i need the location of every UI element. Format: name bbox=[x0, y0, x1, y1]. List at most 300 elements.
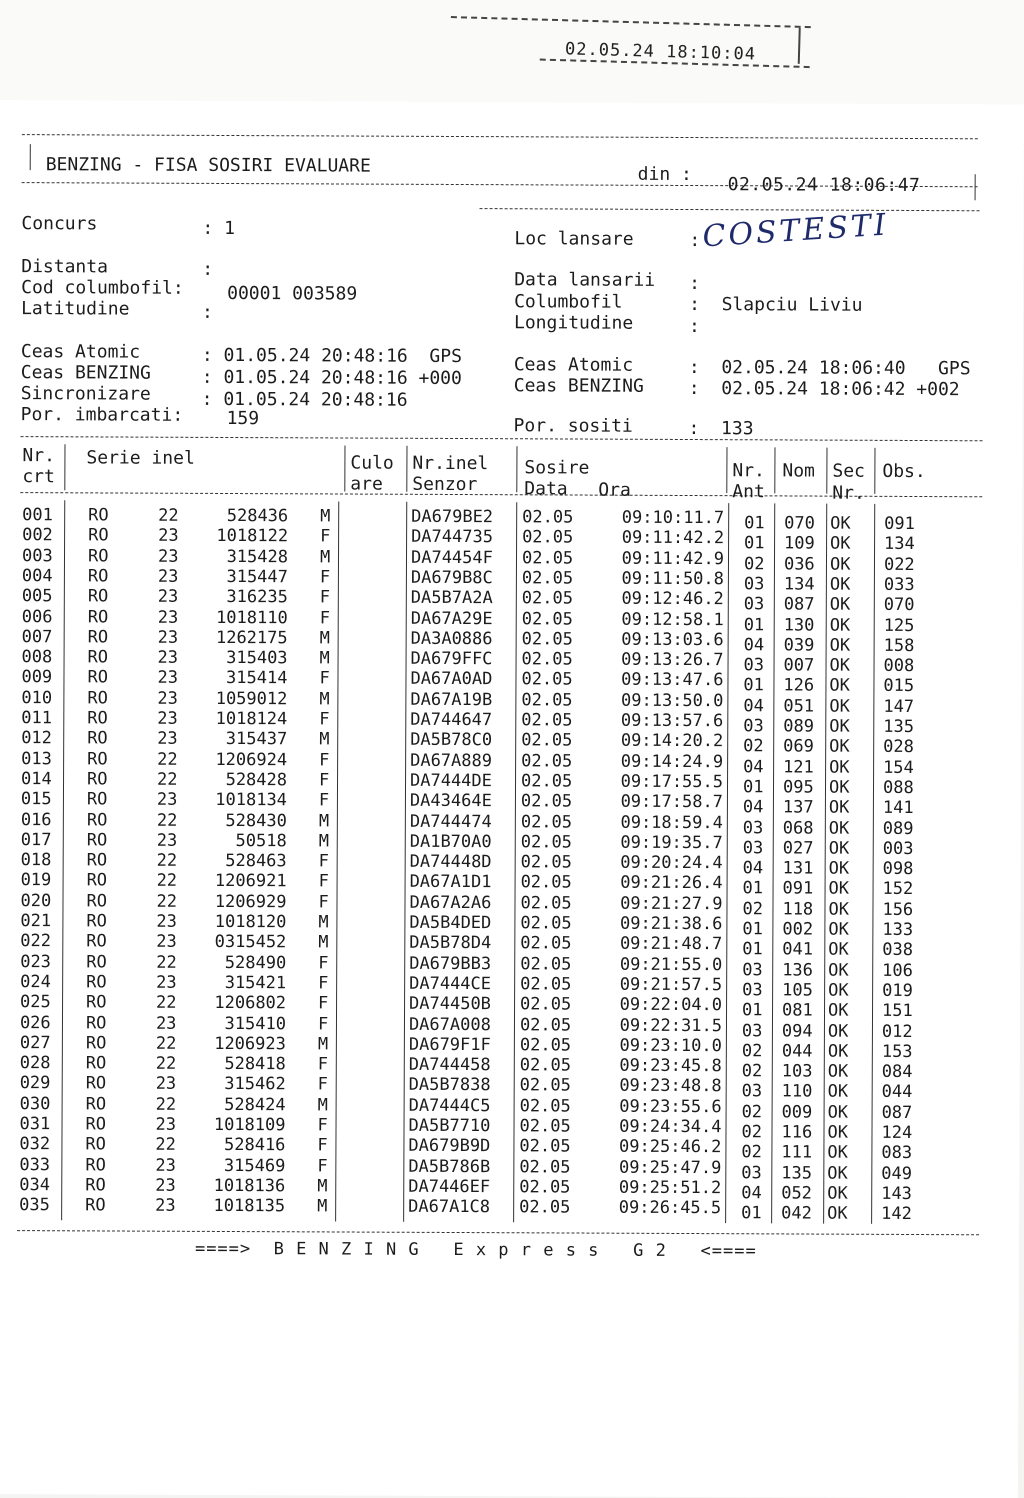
cell-year: 22 bbox=[156, 992, 177, 1013]
cell-time: 09:21:48.7 bbox=[619, 934, 723, 955]
header-nr-ant-2: Ant bbox=[732, 481, 765, 503]
cell-nr-ant: 01 bbox=[744, 533, 765, 554]
cell-obs: 088 bbox=[882, 777, 914, 798]
cell-year: 22 bbox=[156, 952, 177, 973]
ceas-benzing-label: Ceas BENZING bbox=[20, 362, 151, 384]
arrival-report bbox=[0, 100, 1024, 1498]
cell-sensor: DA5B7A2A bbox=[410, 587, 493, 609]
cell-country: RO bbox=[88, 525, 109, 546]
cell-obs: 012 bbox=[881, 1021, 913, 1042]
cell-ring-number: 528416 bbox=[223, 1135, 286, 1156]
columbofil-label: Columbofil bbox=[514, 291, 623, 313]
cell-time: 09:11:42.2 bbox=[621, 528, 725, 549]
cell-sensor: DA43464E bbox=[409, 790, 492, 812]
cell-sex: F bbox=[318, 973, 329, 994]
cell-sex: F bbox=[319, 709, 330, 730]
cell-sec-nr: OK bbox=[829, 655, 851, 676]
cell-ring-number: 528428 bbox=[225, 769, 288, 791]
cell-nom: 052 bbox=[781, 1183, 812, 1204]
cell-year: 23 bbox=[158, 525, 179, 547]
latitudine-label: Latitudine bbox=[21, 298, 130, 320]
din-value: 02.05.24 18:06:47 bbox=[727, 174, 921, 197]
cell-ring-number: 50518 bbox=[235, 830, 287, 852]
longitudine-label: Longitudine bbox=[513, 312, 634, 334]
cell-year: 23 bbox=[157, 708, 178, 729]
cell-nr-crt: 016 bbox=[20, 809, 52, 830]
cell-country: RO bbox=[88, 505, 109, 526]
cell-obs: 141 bbox=[882, 798, 914, 819]
cell-nr-crt: 015 bbox=[20, 789, 52, 810]
cell-sensor: DA67A008 bbox=[408, 1014, 491, 1035]
cell-date: 02.05 bbox=[520, 852, 572, 873]
cell-year: 23 bbox=[157, 546, 179, 567]
cell-sec-nr: OK bbox=[827, 1163, 848, 1184]
cell-nr-ant: 04 bbox=[742, 858, 764, 879]
cell-sensor: DA67A1D1 bbox=[409, 872, 492, 893]
cell-nr-ant: 03 bbox=[742, 838, 764, 859]
cell-sensor: DA7444DE bbox=[409, 770, 492, 792]
footer-banner: ====> B E N Z I N G E x p r e s s G 2 <==== bbox=[194, 1238, 757, 1262]
cell-nom: 110 bbox=[781, 1081, 813, 1102]
cell-nom: 069 bbox=[783, 736, 814, 757]
cell-country: RO bbox=[86, 972, 107, 993]
cell-sex: M bbox=[317, 1034, 329, 1055]
cell-sensor: DA7444CE bbox=[409, 973, 492, 995]
cell-time: 09:13:26.7 bbox=[621, 649, 724, 671]
cell-nom: 131 bbox=[782, 858, 814, 879]
loc-lansare-colon: : bbox=[689, 230, 701, 252]
cell-sensor: DA679B9D bbox=[408, 1136, 491, 1157]
cell-country: RO bbox=[86, 850, 108, 871]
columbofil-value: : Slapciu Liviu bbox=[689, 294, 863, 316]
cell-date: 02.05 bbox=[520, 974, 572, 995]
cell-year: 22 bbox=[156, 810, 178, 831]
cell-obs: 147 bbox=[883, 696, 915, 717]
por-sositi-label: Por. sositi bbox=[513, 415, 633, 437]
cell-sec-nr: OK bbox=[829, 615, 851, 636]
sincronizare-label: Sincronizare bbox=[20, 383, 151, 405]
cell-nr-crt: 030 bbox=[19, 1093, 51, 1114]
cell-sensor: DA744735 bbox=[411, 527, 494, 548]
cell-time: 09:21:26.4 bbox=[620, 873, 723, 894]
cell-time: 09:17:58.7 bbox=[620, 791, 723, 813]
cell-nr-ant: 03 bbox=[743, 574, 765, 595]
cell-nr-ant: 02 bbox=[741, 1142, 762, 1163]
cell-sex: F bbox=[317, 1074, 328, 1095]
cell-obs: 070 bbox=[883, 595, 915, 616]
cell-date: 02.05 bbox=[520, 933, 572, 954]
cell-obs: 098 bbox=[882, 858, 914, 880]
cell-date: 02.05 bbox=[520, 994, 572, 1015]
cell-nom: 027 bbox=[782, 838, 814, 859]
cell-date: 02.05 bbox=[519, 1055, 572, 1076]
cell-nr-crt: 001 bbox=[22, 505, 53, 526]
cell-ring-number: 1018134 bbox=[215, 790, 287, 811]
cell-nom: 130 bbox=[783, 614, 815, 636]
cell-sex: F bbox=[318, 952, 329, 974]
cell-ring-number: 1018124 bbox=[215, 708, 288, 730]
cell-nr-ant: 03 bbox=[743, 655, 765, 676]
header-sec-nr: Sec bbox=[832, 460, 865, 482]
cell-sensor: DA744458 bbox=[408, 1054, 491, 1076]
cell-nr-ant: 02 bbox=[741, 1122, 763, 1143]
cell-sensor: DA67A19B bbox=[410, 689, 493, 710]
cell-sensor: DA744474 bbox=[409, 811, 492, 832]
cell-obs: 143 bbox=[881, 1183, 912, 1204]
cell-sensor: DA679BB3 bbox=[409, 953, 492, 974]
header-nr-inel: Nr.inel bbox=[412, 452, 489, 475]
cell-sensor: DA5B4DED bbox=[409, 912, 492, 934]
cell-country: RO bbox=[85, 1134, 106, 1155]
concurs-value: : 1 bbox=[202, 217, 236, 240]
cell-sec-nr: OK bbox=[827, 1122, 849, 1143]
cell-sex: F bbox=[319, 607, 331, 628]
cell-nom: 036 bbox=[783, 554, 815, 575]
cell-obs: 044 bbox=[881, 1082, 913, 1103]
cell-obs: 106 bbox=[882, 960, 913, 981]
cell-nr-ant: 01 bbox=[741, 1000, 763, 1021]
cell-obs: 158 bbox=[883, 635, 915, 656]
cell-time: 09:21:57.5 bbox=[619, 974, 723, 996]
cell-year: 22 bbox=[156, 891, 178, 912]
cell-nr-crt: 019 bbox=[20, 870, 52, 891]
cell-nr-ant: 02 bbox=[743, 736, 764, 757]
cell-nom: 134 bbox=[783, 574, 815, 595]
cell-date: 02.05 bbox=[519, 1156, 571, 1178]
cell-nr-ant: 02 bbox=[742, 898, 764, 920]
cell-sec-nr: OK bbox=[828, 960, 849, 981]
cell-country: RO bbox=[86, 769, 108, 790]
cell-nr-crt: 018 bbox=[20, 850, 52, 871]
cell-sensor: DA3A0886 bbox=[410, 628, 493, 649]
cell-nom: 105 bbox=[782, 980, 813, 1001]
header-ora: Ora bbox=[598, 479, 631, 501]
cell-sensor: DA67A889 bbox=[410, 750, 493, 771]
cell-sec-nr: OK bbox=[828, 879, 850, 900]
cell-nr-ant: 04 bbox=[741, 1183, 762, 1204]
cell-date: 02.05 bbox=[520, 892, 572, 914]
cell-date: 02.05 bbox=[521, 568, 574, 589]
cell-nr-crt: 012 bbox=[21, 728, 52, 749]
cell-date: 02.05 bbox=[521, 649, 573, 670]
cell-nom: 121 bbox=[783, 757, 814, 778]
cell-country: RO bbox=[87, 748, 108, 770]
cell-sensor: DA67A2A6 bbox=[409, 892, 492, 913]
cell-sensor: DA5B7710 bbox=[408, 1115, 491, 1137]
cell-time: 09:23:10.0 bbox=[619, 1035, 722, 1056]
cell-year: 23 bbox=[156, 931, 177, 953]
cell-nr-crt: 029 bbox=[19, 1073, 51, 1094]
cell-country: RO bbox=[86, 931, 107, 952]
cell-nom: 091 bbox=[782, 878, 814, 899]
cell-obs: 154 bbox=[883, 757, 914, 778]
cell-nr-ant: 01 bbox=[742, 878, 764, 899]
cell-year: 22 bbox=[156, 850, 178, 871]
cell-nr-crt: 031 bbox=[19, 1114, 51, 1135]
cell-nr-crt: 023 bbox=[20, 951, 52, 972]
cell-ring-number: 1059012 bbox=[215, 688, 288, 709]
cell-year: 23 bbox=[156, 830, 178, 851]
cod-columbofil-value: 00001 003589 bbox=[227, 282, 358, 305]
cell-ring-number: 315447 bbox=[226, 566, 288, 588]
cell-year: 23 bbox=[155, 1013, 177, 1034]
cell-sensor: DA5B78D4 bbox=[409, 933, 492, 954]
cell-ring-number: 1018120 bbox=[214, 911, 287, 933]
cell-year: 22 bbox=[155, 1134, 176, 1156]
cell-sex: M bbox=[319, 648, 330, 669]
cell-ring-number: 528436 bbox=[226, 505, 289, 527]
cell-sex: M bbox=[317, 1095, 328, 1116]
cell-sensor: DA5B78C0 bbox=[410, 730, 493, 751]
cell-nom: 094 bbox=[781, 1020, 813, 1042]
cell-ring-number: 1206924 bbox=[215, 749, 288, 770]
cell-nr-ant: 02 bbox=[741, 1101, 763, 1123]
cell-date: 02.05 bbox=[520, 953, 572, 975]
cell-date: 02.05 bbox=[519, 1177, 571, 1198]
cell-country: RO bbox=[86, 992, 107, 1013]
cell-nr-crt: 017 bbox=[20, 829, 52, 851]
ceas-benzing-right-value: : 02.05.24 18:06:42 +002 bbox=[688, 378, 960, 401]
cell-nom: 042 bbox=[781, 1203, 812, 1224]
por-imbarcati-value: 159 bbox=[226, 407, 260, 430]
cell-nr-crt: 034 bbox=[19, 1174, 51, 1196]
cell-time: 09:18:59.4 bbox=[620, 812, 723, 833]
concurs-label: Concurs bbox=[21, 213, 98, 235]
cell-nom: 111 bbox=[781, 1142, 813, 1163]
cell-year: 23 bbox=[157, 607, 179, 628]
cell-country: RO bbox=[85, 1094, 107, 1115]
cell-time: 09:11:42.9 bbox=[621, 548, 725, 569]
cell-nr-crt: 035 bbox=[19, 1195, 50, 1216]
cell-sex: F bbox=[318, 892, 329, 913]
cell-nr-ant: 04 bbox=[743, 756, 764, 777]
cell-date: 02.05 bbox=[521, 547, 574, 569]
cell-nr-ant: 03 bbox=[741, 1081, 763, 1102]
cell-obs: 028 bbox=[883, 737, 914, 758]
cell-sex: F bbox=[317, 1155, 328, 1177]
cell-sex: F bbox=[319, 668, 330, 689]
cell-sensor: DA74450B bbox=[409, 993, 491, 1015]
cell-sex: M bbox=[317, 1176, 328, 1197]
cell-year: 23 bbox=[157, 627, 179, 648]
cell-sensor: DA679FFC bbox=[410, 648, 493, 670]
cell-sec-nr: OK bbox=[827, 1021, 849, 1042]
cell-nom: 070 bbox=[784, 513, 815, 534]
cell-nom: 118 bbox=[782, 899, 814, 920]
longitudine-value: : bbox=[688, 316, 700, 338]
cell-ring-number: 315414 bbox=[226, 668, 288, 689]
cell-nom: 081 bbox=[781, 1000, 813, 1021]
cell-sex: M bbox=[318, 932, 329, 953]
cell-nr-ant: 01 bbox=[742, 939, 763, 960]
cell-sex: F bbox=[319, 749, 330, 771]
cell-nr-ant: 03 bbox=[742, 817, 764, 838]
cell-sec-nr: OK bbox=[827, 1183, 848, 1204]
cell-nr-crt: 022 bbox=[20, 931, 52, 952]
cell-sensor: DA74448D bbox=[409, 851, 492, 873]
cell-sex: F bbox=[318, 851, 329, 872]
cell-nr-crt: 008 bbox=[21, 647, 53, 668]
cell-sensor: DA744647 bbox=[410, 709, 493, 731]
cell-time: 09:23:48.8 bbox=[619, 1076, 722, 1097]
cell-ring-number: 315428 bbox=[226, 546, 289, 567]
cell-nr-crt: 025 bbox=[20, 992, 51, 1013]
cell-date: 02.05 bbox=[521, 588, 574, 609]
cell-nr-ant: 03 bbox=[742, 980, 763, 1001]
cod-columbofil-label: Cod columbofil: bbox=[21, 277, 184, 299]
cell-country: RO bbox=[86, 911, 107, 932]
cell-sec-nr: OK bbox=[828, 980, 849, 1001]
cell-year: 23 bbox=[157, 586, 179, 607]
cell-nr-crt: 011 bbox=[21, 708, 53, 729]
cell-ring-number: 315403 bbox=[226, 648, 288, 669]
cell-ring-number: 315421 bbox=[224, 972, 287, 994]
cell-ring-number: 528424 bbox=[224, 1094, 286, 1115]
cell-sec-nr: OK bbox=[829, 716, 850, 737]
header-culoare-2: are bbox=[350, 473, 383, 495]
cell-ring-number: 1206929 bbox=[214, 891, 287, 912]
cell-ring-number: 528490 bbox=[224, 952, 287, 973]
data-lansarii-value: : bbox=[689, 273, 701, 295]
cell-date: 02.05 bbox=[519, 1014, 572, 1036]
por-sositi-value: : 133 bbox=[688, 418, 754, 440]
cell-ring-number: 1018136 bbox=[213, 1175, 286, 1197]
cell-year: 22 bbox=[156, 769, 178, 790]
header-crt: crt bbox=[22, 466, 55, 488]
cell-obs: 151 bbox=[881, 1001, 913, 1022]
cell-year: 22 bbox=[155, 1033, 177, 1054]
cell-nr-ant: 01 bbox=[744, 513, 765, 534]
cell-sec-nr: OK bbox=[827, 1142, 848, 1164]
cell-ring-number: 1206921 bbox=[214, 871, 287, 892]
distanta-value: : bbox=[202, 258, 214, 280]
cell-nr-ant: 03 bbox=[741, 1162, 762, 1183]
cell-nr-ant: 01 bbox=[743, 675, 764, 696]
cell-nom: 087 bbox=[783, 594, 815, 615]
cell-nom: 039 bbox=[783, 635, 815, 656]
cell-nr-crt: 027 bbox=[19, 1032, 51, 1054]
cell-year: 23 bbox=[157, 668, 179, 689]
cell-nr-crt: 026 bbox=[19, 1012, 51, 1033]
cell-sensor: DA67A1C8 bbox=[408, 1196, 491, 1218]
cell-nr-ant: 02 bbox=[743, 553, 765, 574]
cell-sensor: DA7444C5 bbox=[408, 1095, 491, 1116]
cell-date: 02.05 bbox=[520, 832, 572, 853]
header-sosire: Sosire bbox=[524, 457, 590, 479]
cell-date: 02.05 bbox=[519, 1035, 572, 1056]
cell-sec-nr: OK bbox=[827, 1000, 849, 1021]
cell-nom: 135 bbox=[781, 1163, 813, 1184]
cell-sec-nr: OK bbox=[828, 777, 850, 798]
cell-sensor: DA679F1F bbox=[408, 1034, 491, 1055]
cell-year: 23 bbox=[155, 1074, 177, 1095]
cell-sec-nr: OK bbox=[829, 676, 850, 697]
cell-obs: 008 bbox=[883, 655, 915, 677]
header-culoare: Culo bbox=[350, 452, 394, 474]
cell-country: RO bbox=[86, 809, 108, 830]
cell-time: 09:13:47.6 bbox=[621, 670, 724, 691]
cell-sec-nr: OK bbox=[828, 818, 850, 839]
cell-year: 23 bbox=[155, 1175, 176, 1196]
cell-nr-ant: 02 bbox=[741, 1061, 763, 1082]
cell-date: 02.05 bbox=[519, 1136, 571, 1157]
cell-sex: F bbox=[318, 993, 329, 1014]
ceas-atomic-right-label: Ceas Atomic bbox=[513, 354, 634, 376]
cell-obs: 049 bbox=[881, 1163, 913, 1184]
cell-country: RO bbox=[85, 1154, 106, 1176]
cell-sec-nr: OK bbox=[829, 696, 850, 717]
cell-nom: 068 bbox=[782, 817, 814, 839]
cell-obs: 089 bbox=[882, 818, 914, 839]
cell-time: 09:13:57.6 bbox=[620, 710, 724, 732]
cell-sex: F bbox=[317, 1013, 329, 1034]
cell-date: 02.05 bbox=[521, 710, 573, 731]
cell-nr-crt: 028 bbox=[19, 1053, 51, 1074]
cell-time: 09:10:11.7 bbox=[621, 507, 725, 529]
cell-nr-crt: 021 bbox=[20, 911, 52, 932]
cell-country: RO bbox=[85, 1114, 107, 1135]
cell-ring-number: 315469 bbox=[223, 1155, 286, 1176]
cell-nom: 089 bbox=[783, 716, 815, 737]
cell-date: 02.05 bbox=[521, 750, 573, 772]
background-timestamp: 02.05.24 18:10:04 bbox=[564, 39, 757, 65]
cell-time: 09:20:24.4 bbox=[620, 852, 723, 874]
cell-time: 09:17:55.5 bbox=[620, 771, 724, 793]
cell-sec-nr: OK bbox=[828, 919, 849, 940]
cell-sensor: DA7446EF bbox=[408, 1176, 491, 1198]
cell-nom: 126 bbox=[783, 675, 815, 696]
cell-year: 23 bbox=[155, 1155, 176, 1176]
cell-ring-number: 0315452 bbox=[214, 932, 287, 953]
cell-ring-number: 528463 bbox=[225, 851, 287, 872]
cell-year: 23 bbox=[157, 647, 179, 668]
cell-nr-ant: 01 bbox=[742, 777, 764, 798]
cell-nr-crt: 003 bbox=[21, 545, 53, 566]
cell-nr-crt: 005 bbox=[21, 586, 53, 607]
cell-date: 02.05 bbox=[520, 913, 572, 934]
cell-obs: 153 bbox=[881, 1041, 913, 1062]
cell-sec-nr: OK bbox=[829, 736, 850, 758]
cell-time: 09:25:47.9 bbox=[618, 1157, 722, 1178]
cell-sex: M bbox=[319, 628, 330, 649]
cell-year: 23 bbox=[157, 728, 178, 750]
cell-sec-nr: OK bbox=[829, 635, 851, 656]
cell-obs: 083 bbox=[881, 1143, 913, 1164]
cell-nr-crt: 007 bbox=[21, 626, 53, 648]
cell-sec-nr: OK bbox=[827, 1041, 849, 1062]
cell-country: RO bbox=[86, 870, 108, 891]
cell-time: 09:22:31.5 bbox=[619, 1015, 723, 1036]
cell-year: 22 bbox=[155, 1053, 177, 1074]
cell-date: 02.05 bbox=[521, 689, 573, 711]
cell-time: 09:24:34.4 bbox=[619, 1116, 722, 1138]
cell-country: RO bbox=[85, 1175, 106, 1196]
header-sec-nr-2: Nr. bbox=[832, 482, 865, 504]
cell-obs: 084 bbox=[881, 1061, 913, 1083]
cell-nr-ant: 03 bbox=[743, 716, 764, 737]
cell-obs: 152 bbox=[882, 879, 914, 900]
cell-country: RO bbox=[87, 627, 109, 648]
cell-sex: M bbox=[318, 912, 329, 933]
cell-sec-nr: OK bbox=[827, 1061, 849, 1082]
cell-date: 02.05 bbox=[521, 608, 573, 630]
cell-time: 09:21:38.6 bbox=[620, 913, 723, 935]
header-data: Data bbox=[524, 478, 568, 500]
cell-country: RO bbox=[86, 789, 108, 810]
cell-time: 09:23:45.8 bbox=[619, 1055, 722, 1077]
cell-nr-crt: 009 bbox=[21, 667, 53, 688]
cell-sensor: DA5B786B bbox=[408, 1156, 491, 1177]
